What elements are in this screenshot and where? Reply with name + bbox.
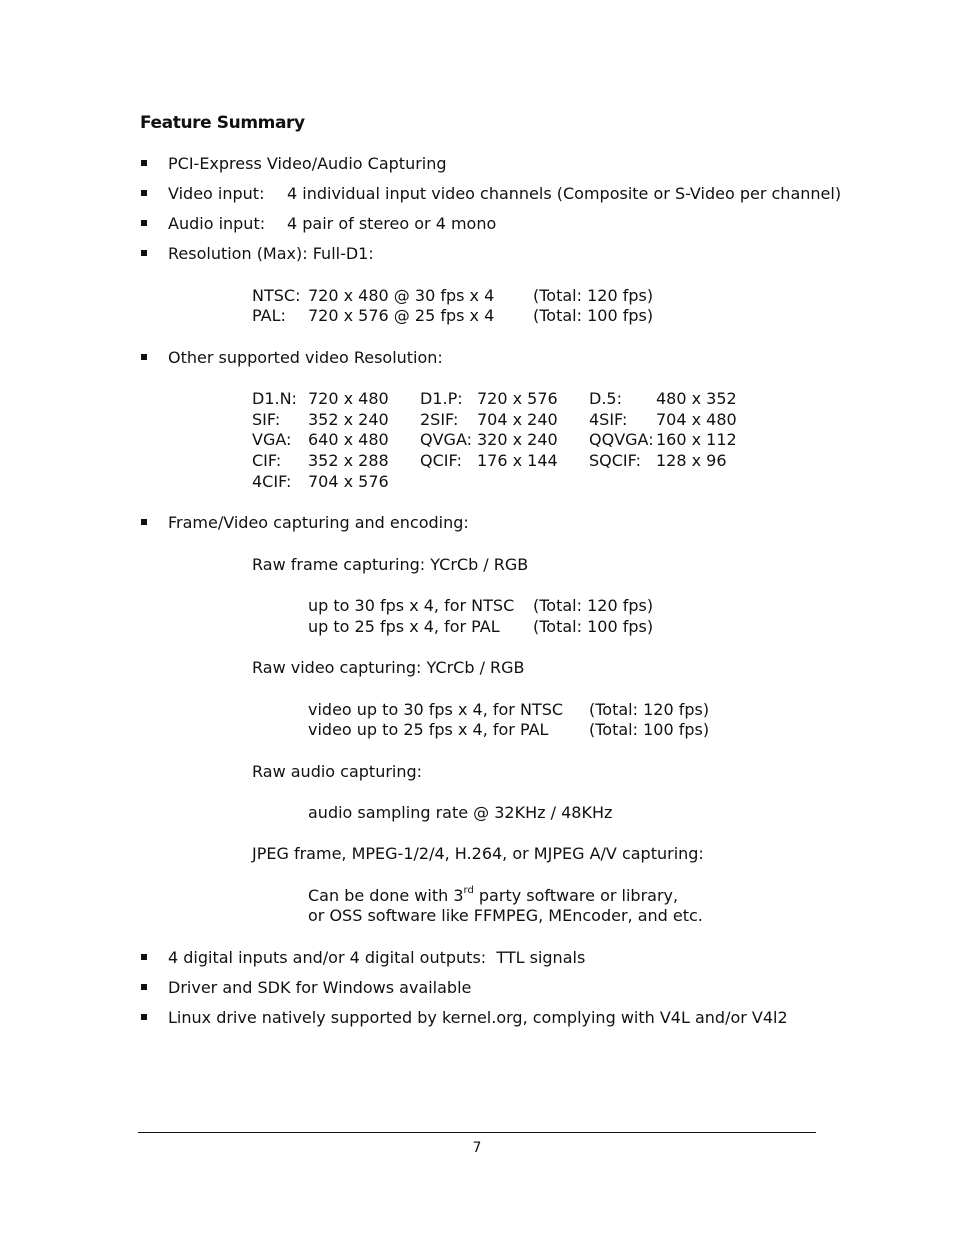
raw-video-total: (Total: 120 fps): [589, 700, 710, 719]
bullet-marker: [141, 354, 147, 360]
res-value: 352 x 288: [308, 451, 389, 470]
res-key: 2SIF:: [420, 410, 459, 429]
bullet-marker: [141, 1014, 147, 1020]
bullet-label: Audio input:: [168, 214, 266, 233]
res-value: 704 x 480: [656, 410, 737, 429]
raw-video-title: Raw video capturing: YCrCb / RGB: [252, 658, 525, 677]
bullet-text: Driver and SDK for Windows available: [168, 978, 472, 997]
raw-frame-total: (Total: 120 fps): [533, 596, 654, 615]
d1-standard: NTSC:: [252, 286, 301, 305]
bullet-marker: [141, 954, 147, 960]
res-value: 160 x 112: [656, 430, 737, 449]
jpeg-line-1-rest: party software or library,: [473, 886, 679, 905]
bullet-value: 4 pair of stereo or 4 mono: [287, 214, 497, 233]
res-value: 640 x 480: [308, 430, 389, 449]
raw-frame-line: up to 25 fps x 4, for PAL: [308, 617, 500, 636]
raw-video-total: (Total: 100 fps): [589, 720, 710, 739]
bullet-text: Linux drive natively supported by kernel.org, complying with V4L and/or V4l2: [168, 1008, 788, 1027]
raw-frame-line: up to 30 fps x 4, for NTSC: [308, 596, 515, 615]
res-key: QCIF:: [420, 451, 462, 470]
d1-total: (Total: 100 fps): [533, 306, 654, 325]
ordinal-suffix: rd: [463, 884, 474, 896]
jpeg-title: JPEG frame, MPEG-1/2/4, H.264, or MJPEG A/V capturing:: [252, 844, 704, 863]
res-value: 176 x 144: [477, 451, 558, 470]
res-value: 704 x 240: [477, 410, 558, 429]
bullet-text: 4 digital inputs and/or 4 digital outputs: TTL signals: [168, 948, 586, 967]
res-key: SIF:: [252, 410, 281, 429]
jpeg-line-1-text: Can be done with 3: [308, 886, 464, 905]
bullet-marker: [141, 984, 147, 990]
res-value: 128 x 96: [656, 451, 727, 470]
res-value: 720 x 480: [308, 389, 389, 408]
footer-rule: [138, 1132, 816, 1133]
res-key: D1.N:: [252, 389, 297, 408]
res-key: VGA:: [252, 430, 292, 449]
raw-audio-line: audio sampling rate @ 32KHz / 48KHz: [308, 803, 613, 822]
bullet-marker: [141, 250, 147, 256]
bullet-value: 4 individual input video channels (Composite or S-Video per channel): [287, 184, 842, 203]
res-key: 4CIF:: [252, 472, 292, 491]
d1-standard: PAL:: [252, 306, 286, 325]
d1-resolution: 720 x 576 @ 25 fps x 4: [308, 306, 495, 325]
res-value: 720 x 576: [477, 389, 558, 408]
d1-total: (Total: 120 fps): [533, 286, 654, 305]
res-key: QQVGA:: [589, 430, 654, 449]
bullet-text: Resolution (Max): Full-D1:: [168, 244, 374, 263]
res-key: QVGA:: [420, 430, 472, 449]
raw-audio-title: Raw audio capturing:: [252, 762, 423, 781]
section-heading: Feature Summary: [140, 113, 305, 133]
res-key: 4SIF:: [589, 410, 628, 429]
raw-frame-title: Raw frame capturing: YCrCb / RGB: [252, 555, 529, 574]
jpeg-line-2: or OSS software like FFMPEG, MEncoder, and etc.: [308, 906, 703, 925]
raw-video-line: video up to 25 fps x 4, for PAL: [308, 720, 549, 739]
raw-video-line: video up to 30 fps x 4, for NTSC: [308, 700, 564, 719]
res-value: 352 x 240: [308, 410, 389, 429]
bullet-text: Other supported video Resolution:: [168, 348, 443, 367]
bullet-marker: [141, 160, 147, 166]
res-key: D.5:: [589, 389, 622, 408]
res-value: 704 x 576: [308, 472, 389, 491]
res-key: D1.P:: [420, 389, 463, 408]
res-key: SQCIF:: [589, 451, 641, 470]
raw-frame-total: (Total: 100 fps): [533, 617, 654, 636]
page-number: 7: [472, 1140, 482, 1156]
bullet-text: Frame/Video capturing and encoding:: [168, 513, 469, 532]
bullet-label: Video input:: [168, 184, 265, 203]
bullet-marker: [141, 519, 147, 525]
d1-resolution: 720 x 480 @ 30 fps x 4: [308, 286, 495, 305]
bullet-marker: [141, 190, 147, 196]
res-value: 480 x 352: [656, 389, 737, 408]
res-value: 320 x 240: [477, 430, 558, 449]
bullet-text: PCI-Express Video/Audio Capturing: [168, 154, 447, 173]
jpeg-line-1: [308, 885, 678, 906]
bullet-marker: [141, 220, 147, 226]
res-key: CIF:: [252, 451, 282, 470]
